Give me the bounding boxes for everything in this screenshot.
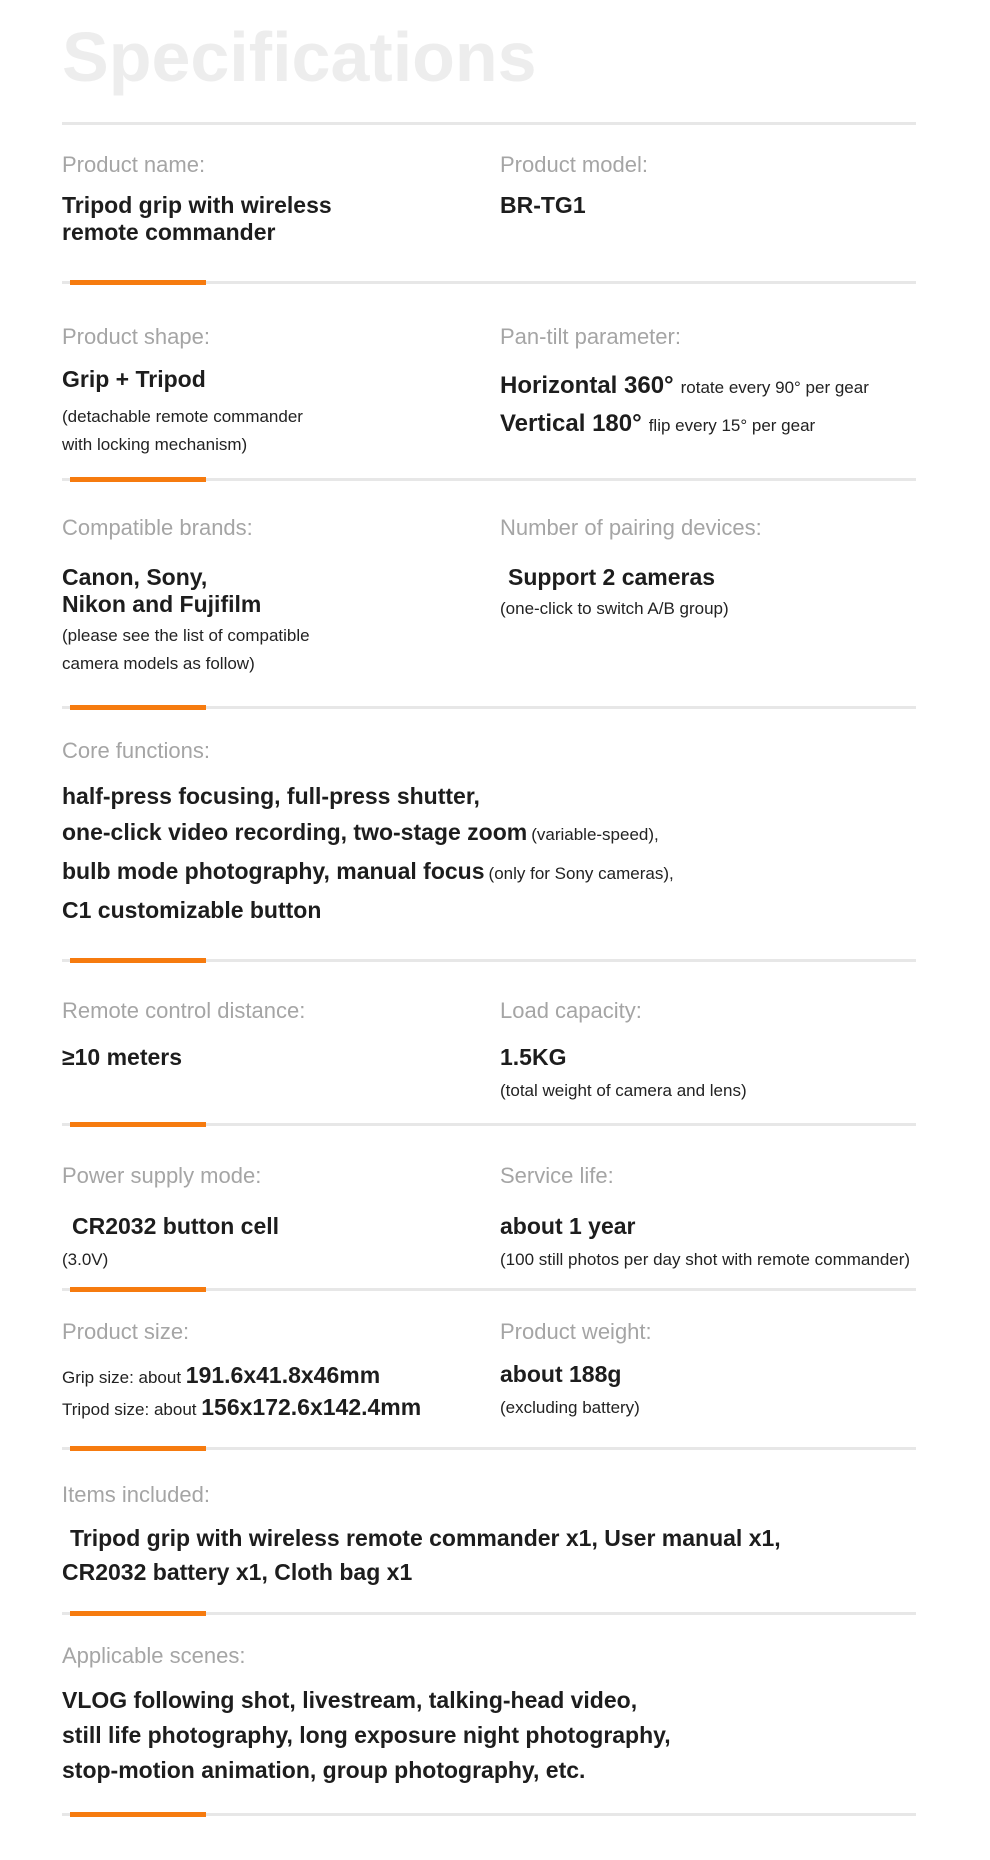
power-supply-value: CR2032 button cell <box>72 1213 280 1239</box>
product-name-line2: remote commander <box>62 219 276 245</box>
core-functions-line3-detail: (only for Sony cameras), <box>488 864 674 883</box>
load-capacity-value: 1.5KG <box>500 1044 567 1070</box>
tripod-size-line <box>62 1393 500 1425</box>
section-distance-load <box>62 962 916 1126</box>
core-functions-line2-main: one-click video recording, two-stage zoom <box>62 819 528 845</box>
section-power-service <box>62 1126 916 1291</box>
tripod-size-value: 156x172.6x142.4mm <box>201 1394 422 1420</box>
product-shape-note <box>62 403 500 459</box>
remote-distance-value: ≥10 meters <box>62 1044 183 1070</box>
applicable-scenes-line1: VLOG following shot, livestream, talking-head video, <box>62 1687 638 1713</box>
divider-accent-bar <box>70 477 206 482</box>
specifications-page <box>0 14 990 1855</box>
items-included-line1: Tripod grip with wireless remote commander x1, User manual x1, <box>70 1525 781 1551</box>
compatible-brands-line2: Nikon and Fujifilm <box>62 591 262 617</box>
divider-accent-bar <box>70 1611 206 1616</box>
service-life-value: about 1 year <box>500 1213 636 1239</box>
pairing-devices-value: Support 2 cameras <box>508 564 716 590</box>
remote-distance-label: Remote control distance: <box>62 998 306 1023</box>
load-capacity-note: (total weight of camera and lens) <box>500 1081 747 1100</box>
section-divider <box>62 1447 916 1450</box>
divider-accent-bar <box>70 280 206 285</box>
load-capacity-label: Load capacity: <box>500 998 642 1023</box>
divider-accent-bar <box>70 1287 206 1292</box>
section-divider <box>62 1813 916 1816</box>
power-supply-note: (3.0V) <box>62 1250 109 1269</box>
service-life-label: Service life: <box>500 1163 614 1188</box>
pairing-devices-label: Number of pairing devices: <box>500 515 762 540</box>
core-functions-line2-detail: (variable-speed), <box>531 825 659 844</box>
items-included-label: Items included: <box>62 1482 210 1507</box>
section-divider <box>62 1612 916 1615</box>
product-shape-label: Product shape: <box>62 324 210 349</box>
divider-accent-bar <box>70 1122 206 1127</box>
pan-tilt-entries <box>500 368 916 444</box>
grip-size-value: 191.6x41.8x46mm <box>185 1362 381 1388</box>
section-items-included <box>62 1480 916 1615</box>
product-model-label: Product model: <box>500 152 648 177</box>
product-name-value <box>62 192 500 246</box>
section-divider <box>62 1288 916 1291</box>
section-product-name-model <box>62 125 916 284</box>
grip-size-line <box>62 1361 500 1393</box>
core-functions-list <box>62 778 916 928</box>
core-functions-label: Core functions: <box>62 738 210 763</box>
service-life-note: (100 still photos per day shot with remote commander) <box>500 1250 911 1269</box>
compatible-brands-line1: Canon, Sony, <box>62 564 208 590</box>
product-model-value: BR-TG1 <box>500 192 586 218</box>
power-supply-label: Power supply mode: <box>62 1163 262 1188</box>
section-divider <box>62 281 916 284</box>
pairing-devices-note: (one-click to switch A/B group) <box>500 599 729 618</box>
pan-tilt-horizontal-value: Horizontal 360° <box>500 372 674 399</box>
pan-tilt-vertical <box>500 406 916 444</box>
section-divider <box>62 706 916 709</box>
divider-accent-bar <box>70 705 206 710</box>
compatible-brands-note-line1: (please see the list of compatible <box>62 626 310 645</box>
section-shape-pantilt <box>62 284 916 481</box>
core-functions-line2 <box>62 814 916 853</box>
compatible-brands-note <box>62 622 500 678</box>
pan-tilt-horizontal-detail: rotate every 90° per gear <box>680 378 869 397</box>
product-size-values <box>62 1361 500 1425</box>
section-applicable-scenes <box>62 1641 916 1816</box>
product-weight-value: about 188g <box>500 1361 622 1387</box>
applicable-scenes-list <box>62 1683 916 1788</box>
page-title: Specifications <box>62 18 537 96</box>
divider-accent-bar <box>70 1812 206 1817</box>
divider-accent-bar <box>70 958 206 963</box>
title-divider <box>62 122 916 125</box>
product-shape-note-line2: with locking mechanism) <box>62 435 248 454</box>
pan-tilt-horizontal <box>500 368 916 406</box>
core-functions-line4: C1 customizable button <box>62 897 322 923</box>
section-core-functions <box>62 736 916 962</box>
items-included-line2: CR2032 battery x1, Cloth bag x1 <box>62 1559 413 1585</box>
product-name-line1: Tripod grip with wireless <box>62 192 332 218</box>
pan-tilt-vertical-value: Vertical 180° <box>500 410 642 437</box>
tripod-size-prefix: Tripod size: about <box>62 1400 202 1419</box>
applicable-scenes-label: Applicable scenes: <box>62 1643 246 1668</box>
pan-tilt-vertical-detail: flip every 15° per gear <box>648 416 816 435</box>
product-weight-note: (excluding battery) <box>500 1398 640 1417</box>
compatible-brands-note-line2: camera models as follow) <box>62 654 255 673</box>
section-brands-pairing <box>62 481 916 709</box>
product-weight-label: Product weight: <box>500 1319 652 1344</box>
core-functions-line1: half-press focusing, full-press shutter, <box>62 783 480 809</box>
product-size-label: Product size: <box>62 1319 190 1344</box>
product-shape-value: Grip + Tripod <box>62 366 206 392</box>
section-size-weight <box>62 1291 916 1450</box>
grip-size-prefix: Grip size: about <box>62 1368 186 1387</box>
section-divider <box>62 1123 916 1126</box>
section-divider <box>62 959 916 962</box>
product-name-label: Product name: <box>62 152 206 177</box>
divider-accent-bar <box>70 1446 206 1451</box>
compatible-brands-value <box>62 564 500 618</box>
applicable-scenes-line3: stop-motion animation, group photography, etc. <box>62 1757 586 1783</box>
applicable-scenes-line2: still life photography, long exposure night photography, <box>62 1722 671 1748</box>
core-functions-line3 <box>62 853 916 892</box>
section-divider <box>62 478 916 481</box>
product-shape-note-line1: (detachable remote commander <box>62 407 303 426</box>
compatible-brands-label: Compatible brands: <box>62 515 253 540</box>
core-functions-line3-main: bulb mode photography, manual focus <box>62 858 485 884</box>
pan-tilt-label: Pan-tilt parameter: <box>500 324 681 349</box>
items-included-list <box>62 1521 916 1589</box>
